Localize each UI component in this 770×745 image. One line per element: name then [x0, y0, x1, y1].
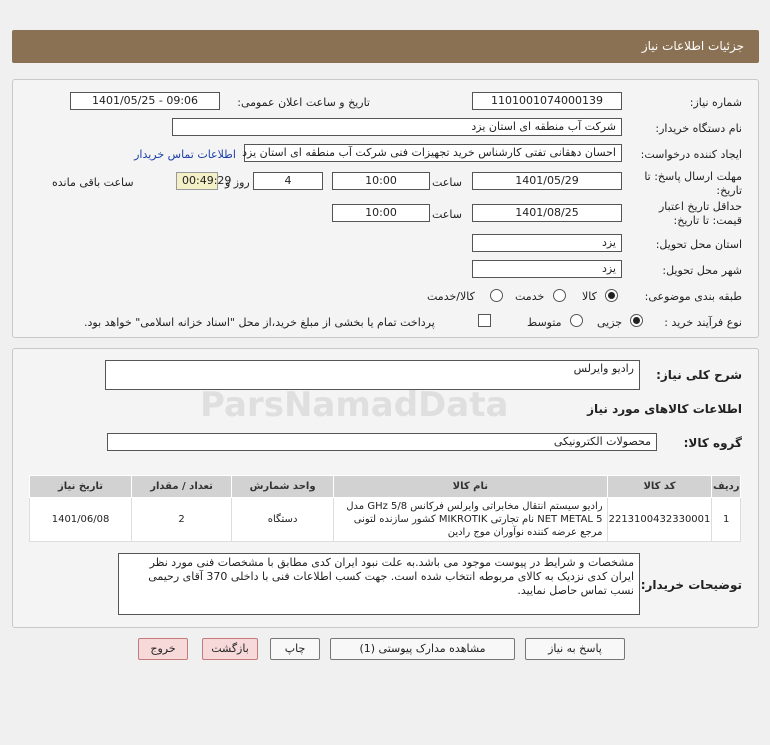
- table-row: [30, 498, 741, 542]
- category-label: طبقه بندی موضوعی:: [644, 290, 742, 303]
- category-service-label: خدمت: [515, 290, 545, 303]
- row-unit: دستگاه: [232, 498, 334, 542]
- row-code: 2213100432330001: [607, 498, 712, 542]
- row-qty: 2: [132, 498, 232, 542]
- process-label: نوع فرآیند خرید :: [664, 316, 742, 329]
- treasury-payment-note: پرداخت تمام یا بخشی از مبلغ خرید،از محل "اسناد خزانه اسلامی" خواهد بود.: [84, 316, 435, 329]
- print-button[interactable]: چاپ: [270, 638, 320, 660]
- city-label: شهر محل تحویل:: [662, 264, 742, 277]
- validity-label: حداقل تاریخ اعتبار قیمت: تا تاریخ:: [658, 200, 742, 227]
- buyer-notes-label: توضیحات خریدار:: [640, 578, 742, 592]
- reply-time-label: ساعت: [432, 176, 462, 189]
- treasury-payment-checkbox[interactable]: [478, 314, 491, 327]
- col-unit: واحد شمارش: [232, 476, 334, 498]
- category-goods-label: کالا: [582, 290, 597, 303]
- reply-date-field: 1401/05/29: [472, 172, 622, 190]
- buyer-org-field: شرکت آب منطقه ای استان یزد: [172, 118, 622, 136]
- col-name: نام کالا: [334, 476, 607, 498]
- province-field: یزد: [472, 234, 622, 252]
- announce-field: 1401/05/25 - 09:06: [70, 92, 220, 110]
- days-field: 4: [253, 172, 323, 190]
- reply-deadline-label: مهلت ارسال پاسخ: تا تاریخ:: [644, 170, 742, 197]
- row-date: 1401/06/08: [30, 498, 132, 542]
- process-minor-label: جزیی: [597, 316, 623, 329]
- col-qty: تعداد / مقدار: [132, 476, 232, 498]
- buyer-org-label: نام دستگاه خریدار:: [655, 122, 742, 135]
- remaining-label: ساعت باقی مانده: [52, 176, 134, 189]
- reply-time-field: 10:00: [332, 172, 430, 190]
- process-minor-radio[interactable]: [630, 314, 643, 327]
- page-title: جزئیات اطلاعات نیاز: [12, 30, 759, 63]
- category-goods-service-label: کالا/خدمت: [427, 290, 475, 303]
- need-number-label: شماره نیاز:: [689, 96, 742, 109]
- process-medium-radio[interactable]: [570, 314, 583, 327]
- attachments-button[interactable]: مشاهده مدارک پیوستی (1): [330, 638, 515, 660]
- days-label: روز و: [225, 176, 250, 189]
- need-number-field: 1101001074000139: [472, 92, 622, 110]
- process-medium-label: متوسط: [527, 316, 562, 329]
- category-service-radio[interactable]: [553, 289, 566, 302]
- category-goods-radio[interactable]: [605, 289, 618, 302]
- validity-time-field: 10:00: [332, 204, 430, 222]
- goods-group-field: محصولات الکترونیکی: [107, 433, 657, 451]
- contact-buyer-link[interactable]: اطلاعات تماس خریدار: [134, 148, 236, 161]
- province-label: استان محل تحویل:: [655, 238, 742, 251]
- validity-time-label: ساعت: [432, 208, 462, 221]
- row-name: رادیو سیستم انتقال مخابراتی وایرلس فرکانس GHz 5/8 مدل NET METAL 5 نام تجارتی MIKROTIK کشور سازنده لتونی مرجع عرضه کننده نوآوران موج رادین: [334, 498, 607, 542]
- exit-button[interactable]: خروج: [138, 638, 188, 660]
- goods-table: [29, 475, 741, 542]
- goods-group-label: گروه کالا:: [683, 436, 742, 450]
- row-index: 1: [712, 498, 741, 542]
- city-field: یزد: [472, 260, 622, 278]
- requester-label: ایجاد کننده درخواست:: [640, 148, 742, 161]
- requester-field: احسان دهقانی تفتی کارشناس خرید تجهیزات فنی شرکت آب منطقه ای استان یزد: [244, 144, 622, 162]
- col-code: کد کالا: [607, 476, 712, 498]
- reply-button[interactable]: پاسخ به نیاز: [525, 638, 625, 660]
- back-button[interactable]: بازگشت: [202, 638, 258, 660]
- summary-field: رادیو وایرلس: [105, 360, 640, 390]
- buyer-notes-field: مشخصات و شرایط در پیوست موجود می باشد.به علت نبود ایران کدی مطابق با مشخصات فنی مورد نظر ایران کدی نزدیک به کالای مربوطه انتخاب شده است. جهت کسب اطلاعات فنی با داخلی 370 آقای رحیمی نسب تماس حاصل نمایید.: [118, 553, 640, 615]
- validity-date-field: 1401/08/25: [472, 204, 622, 222]
- remaining-time-field: 00:49:29: [176, 172, 218, 190]
- summary-label: شرح کلی نیاز:: [656, 368, 742, 382]
- announce-label: تاریخ و ساعت اعلان عمومی:: [237, 96, 370, 109]
- col-date: تاریخ نیاز: [30, 476, 132, 498]
- col-index: ردیف: [712, 476, 741, 498]
- category-goods-service-radio[interactable]: [490, 289, 503, 302]
- goods-heading: اطلاعات کالاهای مورد نیاز: [587, 402, 742, 416]
